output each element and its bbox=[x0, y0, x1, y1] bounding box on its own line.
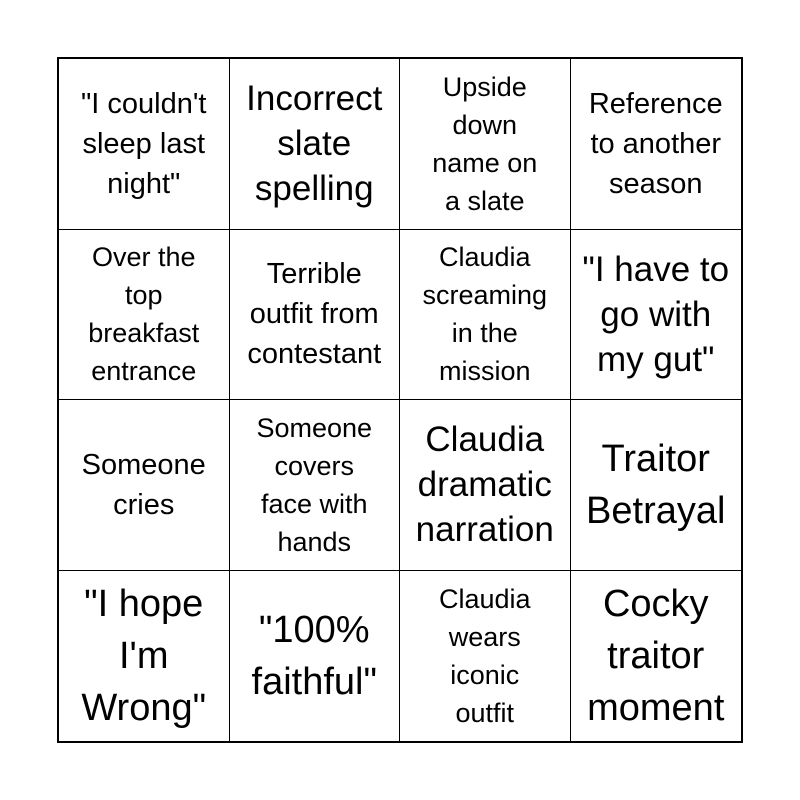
bingo-cell-text: "100% faithful" bbox=[251, 608, 377, 703]
bingo-cell-text: Terrible outfit from contestant bbox=[247, 258, 382, 371]
bingo-cell-text: "I couldn't sleep last night" bbox=[81, 87, 207, 200]
bingo-cell[interactable] bbox=[400, 59, 571, 230]
bingo-cell-text: Reference to another season bbox=[588, 87, 723, 200]
bingo-cell-text: Over the top breakfast entrance bbox=[88, 242, 200, 387]
bingo-cell[interactable] bbox=[400, 400, 571, 571]
bingo-cell[interactable] bbox=[400, 230, 571, 401]
bingo-cell[interactable] bbox=[230, 400, 401, 571]
bingo-cell-text: Incorrect slate spelling bbox=[246, 79, 383, 209]
bingo-cell[interactable] bbox=[230, 571, 401, 742]
bingo-cell-text: Claudia wears iconic outfit bbox=[438, 583, 531, 728]
bingo-cell[interactable] bbox=[230, 230, 401, 401]
bingo-cell-text: Someone covers face with hands bbox=[256, 412, 373, 557]
bingo-board bbox=[57, 57, 743, 743]
bingo-cell-text: Someone cries bbox=[81, 448, 206, 521]
bingo-cell[interactable] bbox=[59, 571, 230, 742]
bingo-cell-text: "I have to go with my gut" bbox=[582, 249, 730, 379]
bingo-cell[interactable] bbox=[571, 571, 742, 742]
bingo-cell-text: Cocky traitor moment bbox=[587, 582, 725, 729]
bingo-cell-text: Claudia screaming in the mission bbox=[422, 242, 548, 387]
bingo-cell[interactable] bbox=[400, 571, 571, 742]
bingo-cell-text: Traitor Betrayal bbox=[586, 437, 726, 532]
bingo-cell[interactable] bbox=[59, 400, 230, 571]
bingo-cell[interactable] bbox=[59, 230, 230, 401]
bingo-cell[interactable] bbox=[571, 230, 742, 401]
bingo-cell[interactable] bbox=[230, 59, 401, 230]
bingo-cell[interactable] bbox=[571, 400, 742, 571]
bingo-cell-text: "I hope I'm Wrong" bbox=[81, 582, 207, 729]
bingo-cell-text: Upside down name on a slate bbox=[432, 71, 538, 216]
bingo-cell[interactable] bbox=[571, 59, 742, 230]
bingo-cell[interactable] bbox=[59, 59, 230, 230]
bingo-cell-text: Claudia dramatic narration bbox=[415, 420, 554, 550]
